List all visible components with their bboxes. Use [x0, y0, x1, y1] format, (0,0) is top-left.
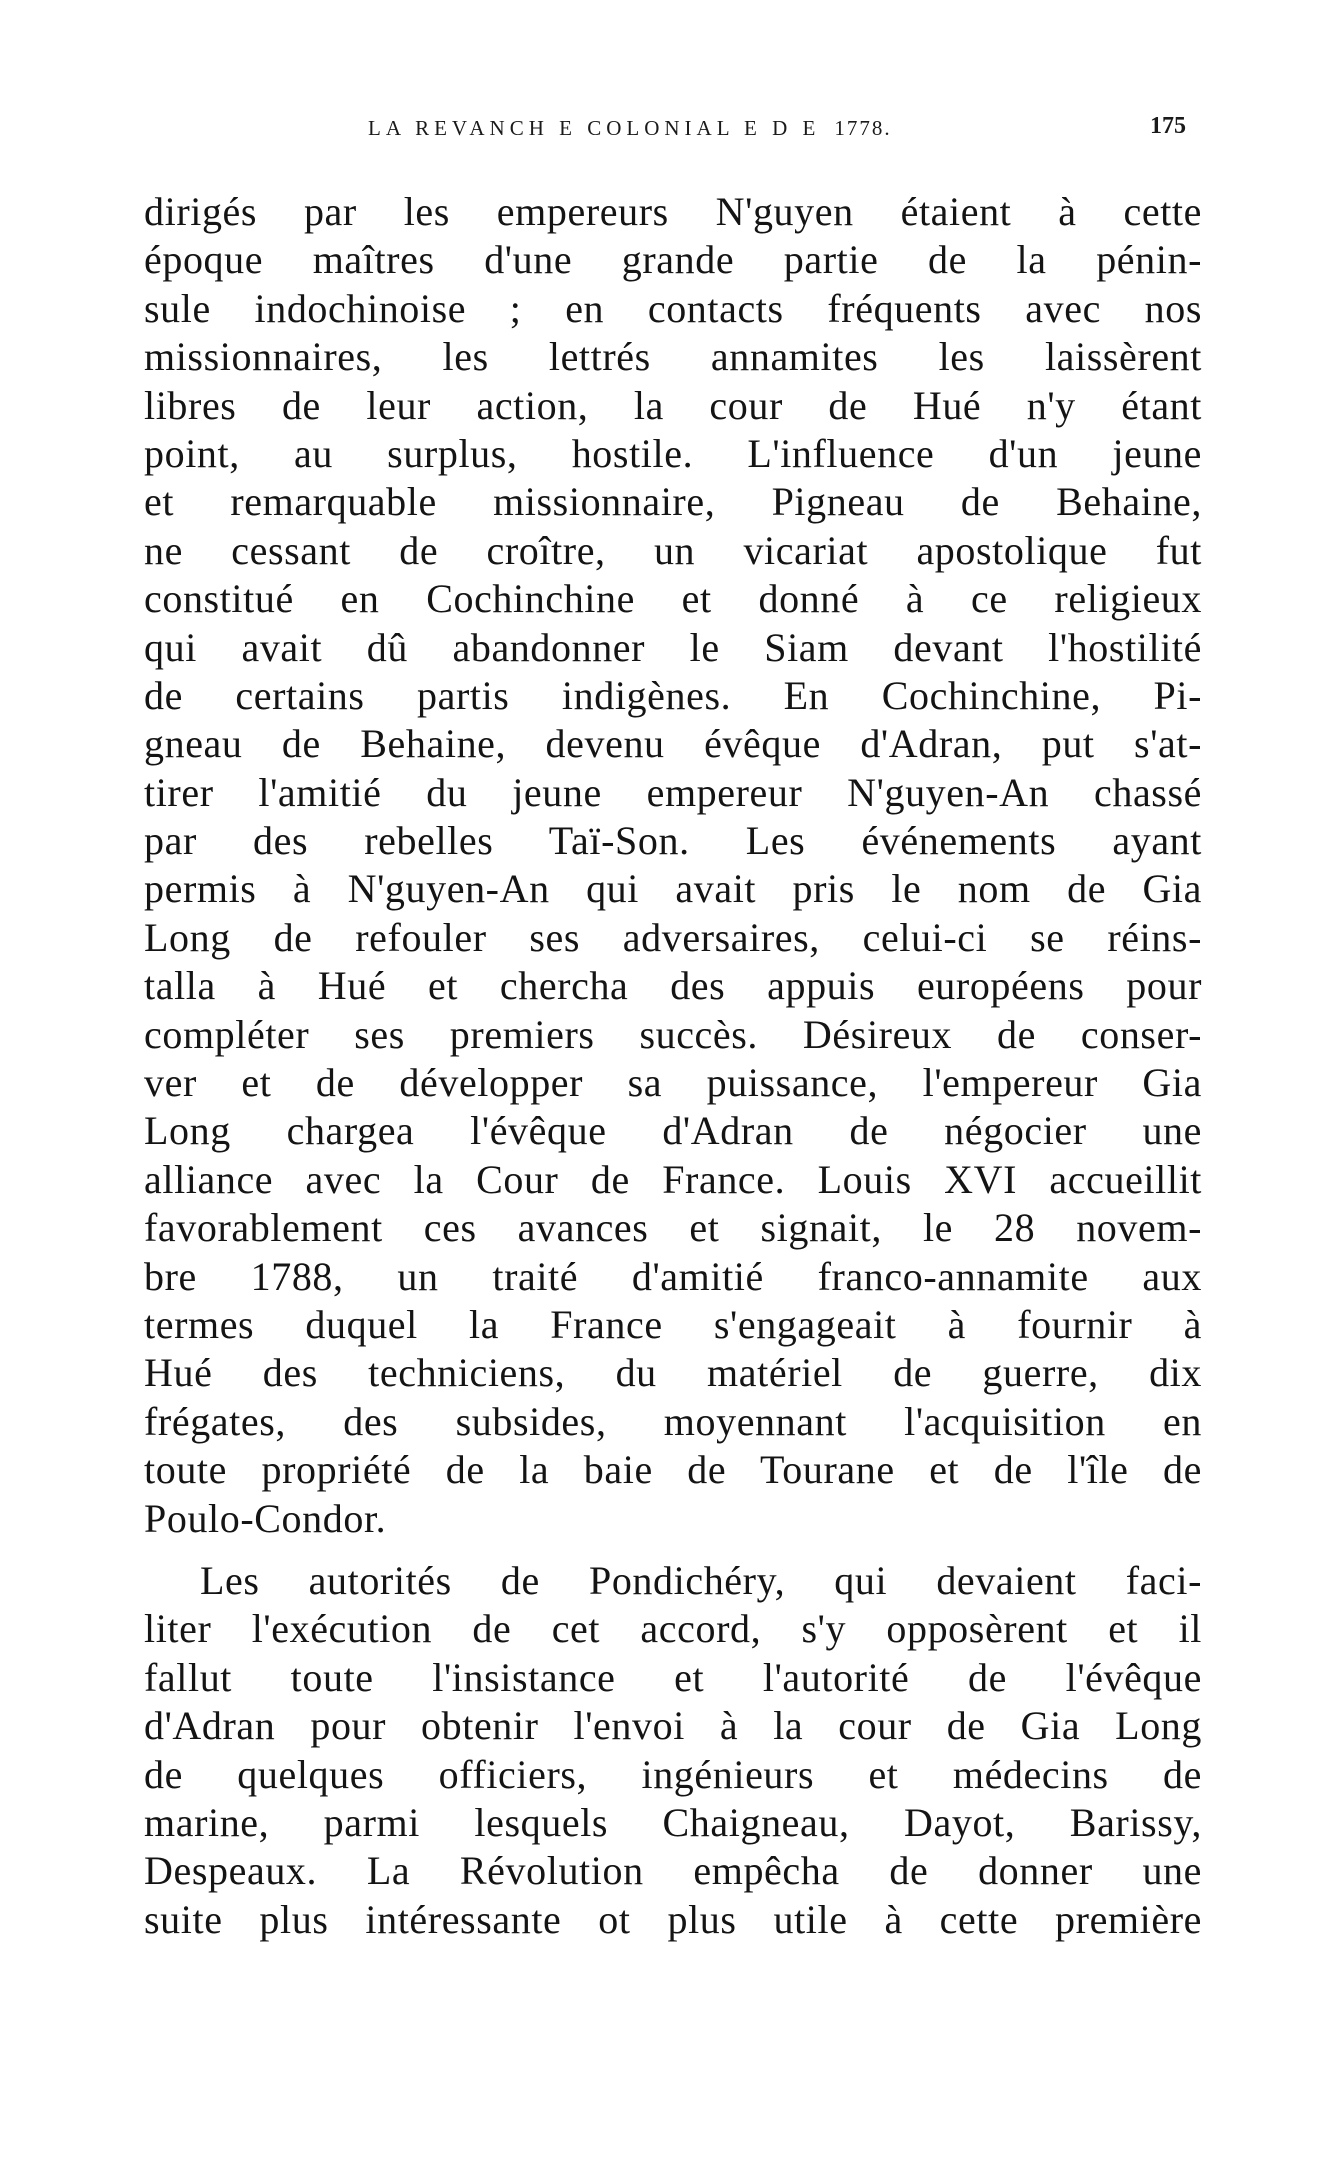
text-line: tirer l'amitié du jeune empereur N'guyen-An chassé [144, 769, 1202, 815]
text-line: et remarquable missionnaire, Pigneau de Behaine, [144, 479, 1202, 525]
text-line: Les autorités de Pondichéry, qui devaient faci- [200, 1557, 1202, 1603]
text-line: de quelques officiers, ingénieurs et médecins de [144, 1751, 1202, 1797]
text-line: gneau de Behaine, devenu évêque d'Adran, put s'at- [144, 721, 1202, 767]
text-line: par des rebelles Taï-Son. Les événements ayant [144, 818, 1202, 864]
text-line: alliance avec la Cour de France. Louis XVI accueillit [144, 1156, 1202, 1202]
text-line: dirigés par les empereurs N'guyen étaient à cette [144, 189, 1202, 234]
text-line: Long de refouler ses adversaires, celui-ci se réins- [144, 914, 1202, 960]
text-line: termes duquel la France s'engageait à fournir à [144, 1301, 1202, 1347]
text-line: permis à N'guyen-An qui avait pris le nom de Gia [144, 866, 1202, 912]
text-line: favorablement ces avances et signait, le 28 novem- [144, 1205, 1202, 1251]
text-line: ne cessant de croître, un vicariat apostolique fut [144, 527, 1202, 573]
text-line: Hué des techniciens, du matériel de guerre, dix [144, 1350, 1202, 1396]
text-line: marine, parmi lesquels Chaigneau, Dayot, Barissy, [144, 1799, 1202, 1845]
text-line: de certains partis indigènes. En Cochinchine, Pi- [144, 672, 1202, 718]
text-line: libres de leur action, la cour de Hué n'y étant [144, 382, 1202, 428]
running-head-year: 1778. [834, 116, 892, 140]
text-line: Despeaux. La Révolution empêcha de donner une [144, 1848, 1202, 1894]
text-line: qui avait dû abandonner le Siam devant l'hostilité [144, 624, 1202, 670]
running-head-title: LA REVANCH E COLONIAL E D E [368, 116, 821, 140]
text-line: bre 1788, un traité d'amitié franco-annamite aux [144, 1253, 1202, 1299]
text-line: sule indochinoise ; en contacts fréquents avec nos [144, 285, 1202, 331]
text-line: point, au surplus, hostile. L'influence d'un jeune [144, 430, 1202, 476]
text-line: suite plus intéressante ot plus utile à cette première [144, 1896, 1202, 1942]
text-line: Long chargea l'évêque d'Adran de négocier une [144, 1108, 1202, 1154]
text-line: compléter ses premiers succès. Désireux de conser- [144, 1011, 1202, 1057]
body-text [144, 188, 1202, 1944]
text-line: missionnaires, les lettrés annamites les laissèrent [144, 334, 1202, 380]
text-line: d'Adran pour obtenir l'envoi à la cour de Gia Long [144, 1703, 1202, 1749]
text-line: ver et de développer sa puissance, l'empereur Gia [144, 1060, 1202, 1106]
paragraph-2 [144, 1557, 1202, 1944]
text-line: frégates, des subsides, moyennant l'acquisition en [144, 1398, 1202, 1444]
page-number: 175 [1150, 113, 1186, 139]
running-head [368, 116, 892, 141]
text-line: fallut toute l'insistance et l'autorité de l'évêque [144, 1654, 1202, 1700]
text-line: constitué en Cochinchine et donné à ce religieux [144, 576, 1202, 622]
text-line: Poulo-Condor. [144, 1495, 387, 1541]
text-line: époque maîtres d'une grande partie de la pénin- [144, 237, 1202, 283]
text-line: talla à Hué et chercha des appuis européens pour [144, 963, 1202, 1009]
text-line: toute propriété de la baie de Tourane et de l'île de [144, 1447, 1202, 1493]
paragraph-1 [144, 188, 1202, 1543]
text-line: liter l'exécution de cet accord, s'y opposèrent et il [144, 1606, 1202, 1652]
